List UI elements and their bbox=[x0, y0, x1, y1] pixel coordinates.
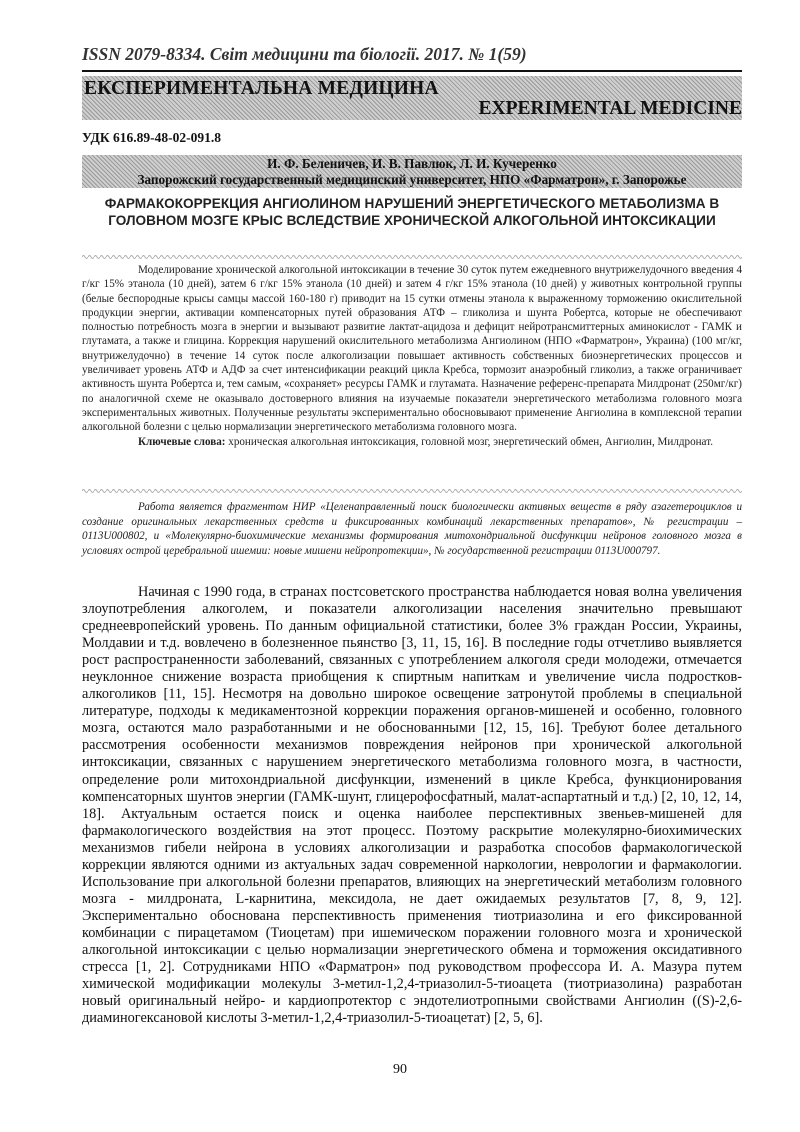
running-head: ISSN 2079-8334. Світ медицини та біології. 2017. № 1(59) bbox=[82, 44, 527, 64]
keywords bbox=[82, 435, 742, 449]
body-paragraph: Начиная с 1990 года, в странах постсоветского пространства наблюдается новая волна увеличения злоупотребления алкоголем, и показатели алкоголизации населения значительно превышают среднеевропейский уровень. По данным официальной статистики, более 3% граждан России, Украины, Молдавии и т.д. вовлечено в болезненное пьянство [3, 11, 15, 16]. В последние годы отчетливо выявляется рост распространенности заболеваний, связанных с употреблением алкоголя среди молодежи, отмечается неуклонное снижение возраста приобщения к спиртным напиткам и увеличение числа подростков-алкоголиков [11, 15]. Несмотря на довольно широкое освещение затронутой проблемы в специальной литературе, подходы к медикаментозной коррекции поражения органов-мишеней и особенно, головного мозга, остаются мало разработанными и не обоснованными [12, 15, 16]. Требуют более детального рассмотрения особенности механизмов повреждения нейронов при хронической алкогольной интоксикации, связанных с нарушением энергетического метаболизма головного мозга, в частности, определение роли митохондриальной дисфункции, изменений в цикле Кребса, функционирования компенсаторных шунтов энергии (ГАМК-шунт, глицерофосфатный, малат-аспартатный и т.д.) [2, 10, 12, 14, 18]. Актуальным остается поиск и оценка наиболее перспективных звеньев-мишеней для фармакологического воздействия на этот процесс. Поэтому раскрытие молекулярно-биохимических механизмов гибели нейрона в условиях алкоголизации и разработка способов фармакологической коррекции являются одними из актуальных задач современной наркологии, неврологии и фармакологии. Использование при алкогольной болезни препаратов, влияющих на энергетический метаболизм головного мозга - милдроната, L-карнитина, мексидола, не дает ожидаемых результатов [7, 8, 9, 12]. Экспериментально обоснована перспективность применения тиотриазолина и его фиксированной комбинации с пирацетамом (Тиоцетам) при ишемическом поражении головного мозга и хронической алкогольной интоксикации с целью нормализации энергетического обмена и торможения оксидативного стресса [1, 2]. Сотрудниками НПО «Фарматрон» под руководством профессора И. А. Мазура путем химической модификации молекулы 3-метил-1,2,4-триазолил-5-тиоацета (тиотриазолина) разработан новый оригинальный нейро- и кардиопротектор с эндотелиотропными свойствами Ангиолин ((S)-2,6-диаминогексановой кислоты 3-метил-1,2,4-триазолил-5-тиоацетат) [2, 5, 6]. bbox=[82, 584, 742, 1027]
body-text bbox=[82, 584, 742, 1027]
keywords-list: хроническая алкогольная интоксикация, головной мозг, энергетический обмен, Ангиолин, Милдронат. bbox=[225, 435, 713, 448]
abstract bbox=[82, 263, 742, 449]
funding-text: Работа является фрагментом НИР «Целенаправленный поиск биологически активных веществ в ряду азагетероциклов и создание оригинальных лекарственных средств и фиксированных комбинаций лекарственных препаратов», № регистрации – 0113U000802, и «Молекулярно-биохимические механизмы формирования митохондриальной дисфункции нейронов головного мозга в условиях острой церебральной ишемии: новые мишени нейропротекции», № государственной регистрации 0113U000797. bbox=[82, 501, 742, 557]
abstract-text: Моделирование хронической алкогольной интоксикации в течение 30 суток путем ежедневного внутрижелудочного введения 4 г/кг 15% этанола (10 дней), затем 6 г/кг 15% этанола (10 дней) и затем 4 г/кг 15% этанола (10 дней) у животных контрольной группы (белые беспородные крысы самцы массой 160-180 г) приводит на 15 сутки отмены этанола к выраженному торможению окислительной продукции энергии, активации компенсаторных путей образования АТФ – гликолиза и шунта Робертса, которые не обеспечивают полностью потребность мозга в энергии и вызывают развитие лактат-ацидоза и дефицит нейротрансмиттерных аминокислот - ГАМК и глутамата, а также и глицина. Коррекция нарушений окислительного метаболизма Ангиолином (НПО «Фарматрон», Украина) (100 мг/кг, внутрижелудочно) в течение 14 суток после алкоголизации повышает активность собственных биоэнергетических процессов и увеличивает уровень АТФ и АДФ за счет интенсификации реакций цикла Кребса, тормозит анаэробный гликолиз, а также ограничивает активность шунта Робертса и, тем самым, «сохраняет» ресурсы ГАМК и глутамата. Назначение референс-препарата Милдронат (250мг/кг) по аналогичной схеме не оказывало достоверного влияния на изучаемые показатели энергетического метаболизма головного мозга экспериментальных животных. Полученные результаты экспериментально обосновывают применение Ангиолина в комплексной терапии алкогольной болезни с целью нормализации энергетического метаболизма головного мозга. bbox=[82, 264, 742, 434]
wavy-divider-top bbox=[82, 253, 742, 261]
affiliation: Запорожский государственный медицинский университет, НПО «Фарматрон», г. Запорожье bbox=[137, 172, 687, 187]
authors-banner bbox=[82, 155, 742, 188]
header-rule bbox=[82, 70, 742, 72]
udc-code: УДК 616.89-48-02-091.8 bbox=[82, 130, 221, 145]
page-number: 90 bbox=[393, 1062, 407, 1077]
article-title: ФАРМАКОКОРРЕКЦИЯ АНГИОЛИНОМ НАРУШЕНИЙ ЭНЕРГЕТИЧЕСКОГО МЕТАБОЛИЗМА В ГОЛОВНОМ МОЗГЕ КРЫС ВСЛЕДСТВИЕ ХРОНИЧЕСКОЙ АЛКОГОЛЬНОЙ ИНТОКСИКАЦИИ bbox=[104, 196, 720, 228]
wavy-divider-bottom bbox=[82, 487, 742, 495]
authors: И. Ф. Беленичев, И. В. Павлюк, Л. И. Кучеренко bbox=[267, 156, 557, 171]
section-title-en: EXPERIMENTAL MEDICINE bbox=[478, 98, 742, 119]
keywords-label: Ключевые слова: bbox=[138, 435, 226, 448]
section-banner bbox=[82, 76, 742, 120]
section-title-ua: ЕКСПЕРИМЕНТАЛЬНА МЕДИЦИНА bbox=[84, 78, 439, 99]
funding-note bbox=[82, 500, 742, 558]
